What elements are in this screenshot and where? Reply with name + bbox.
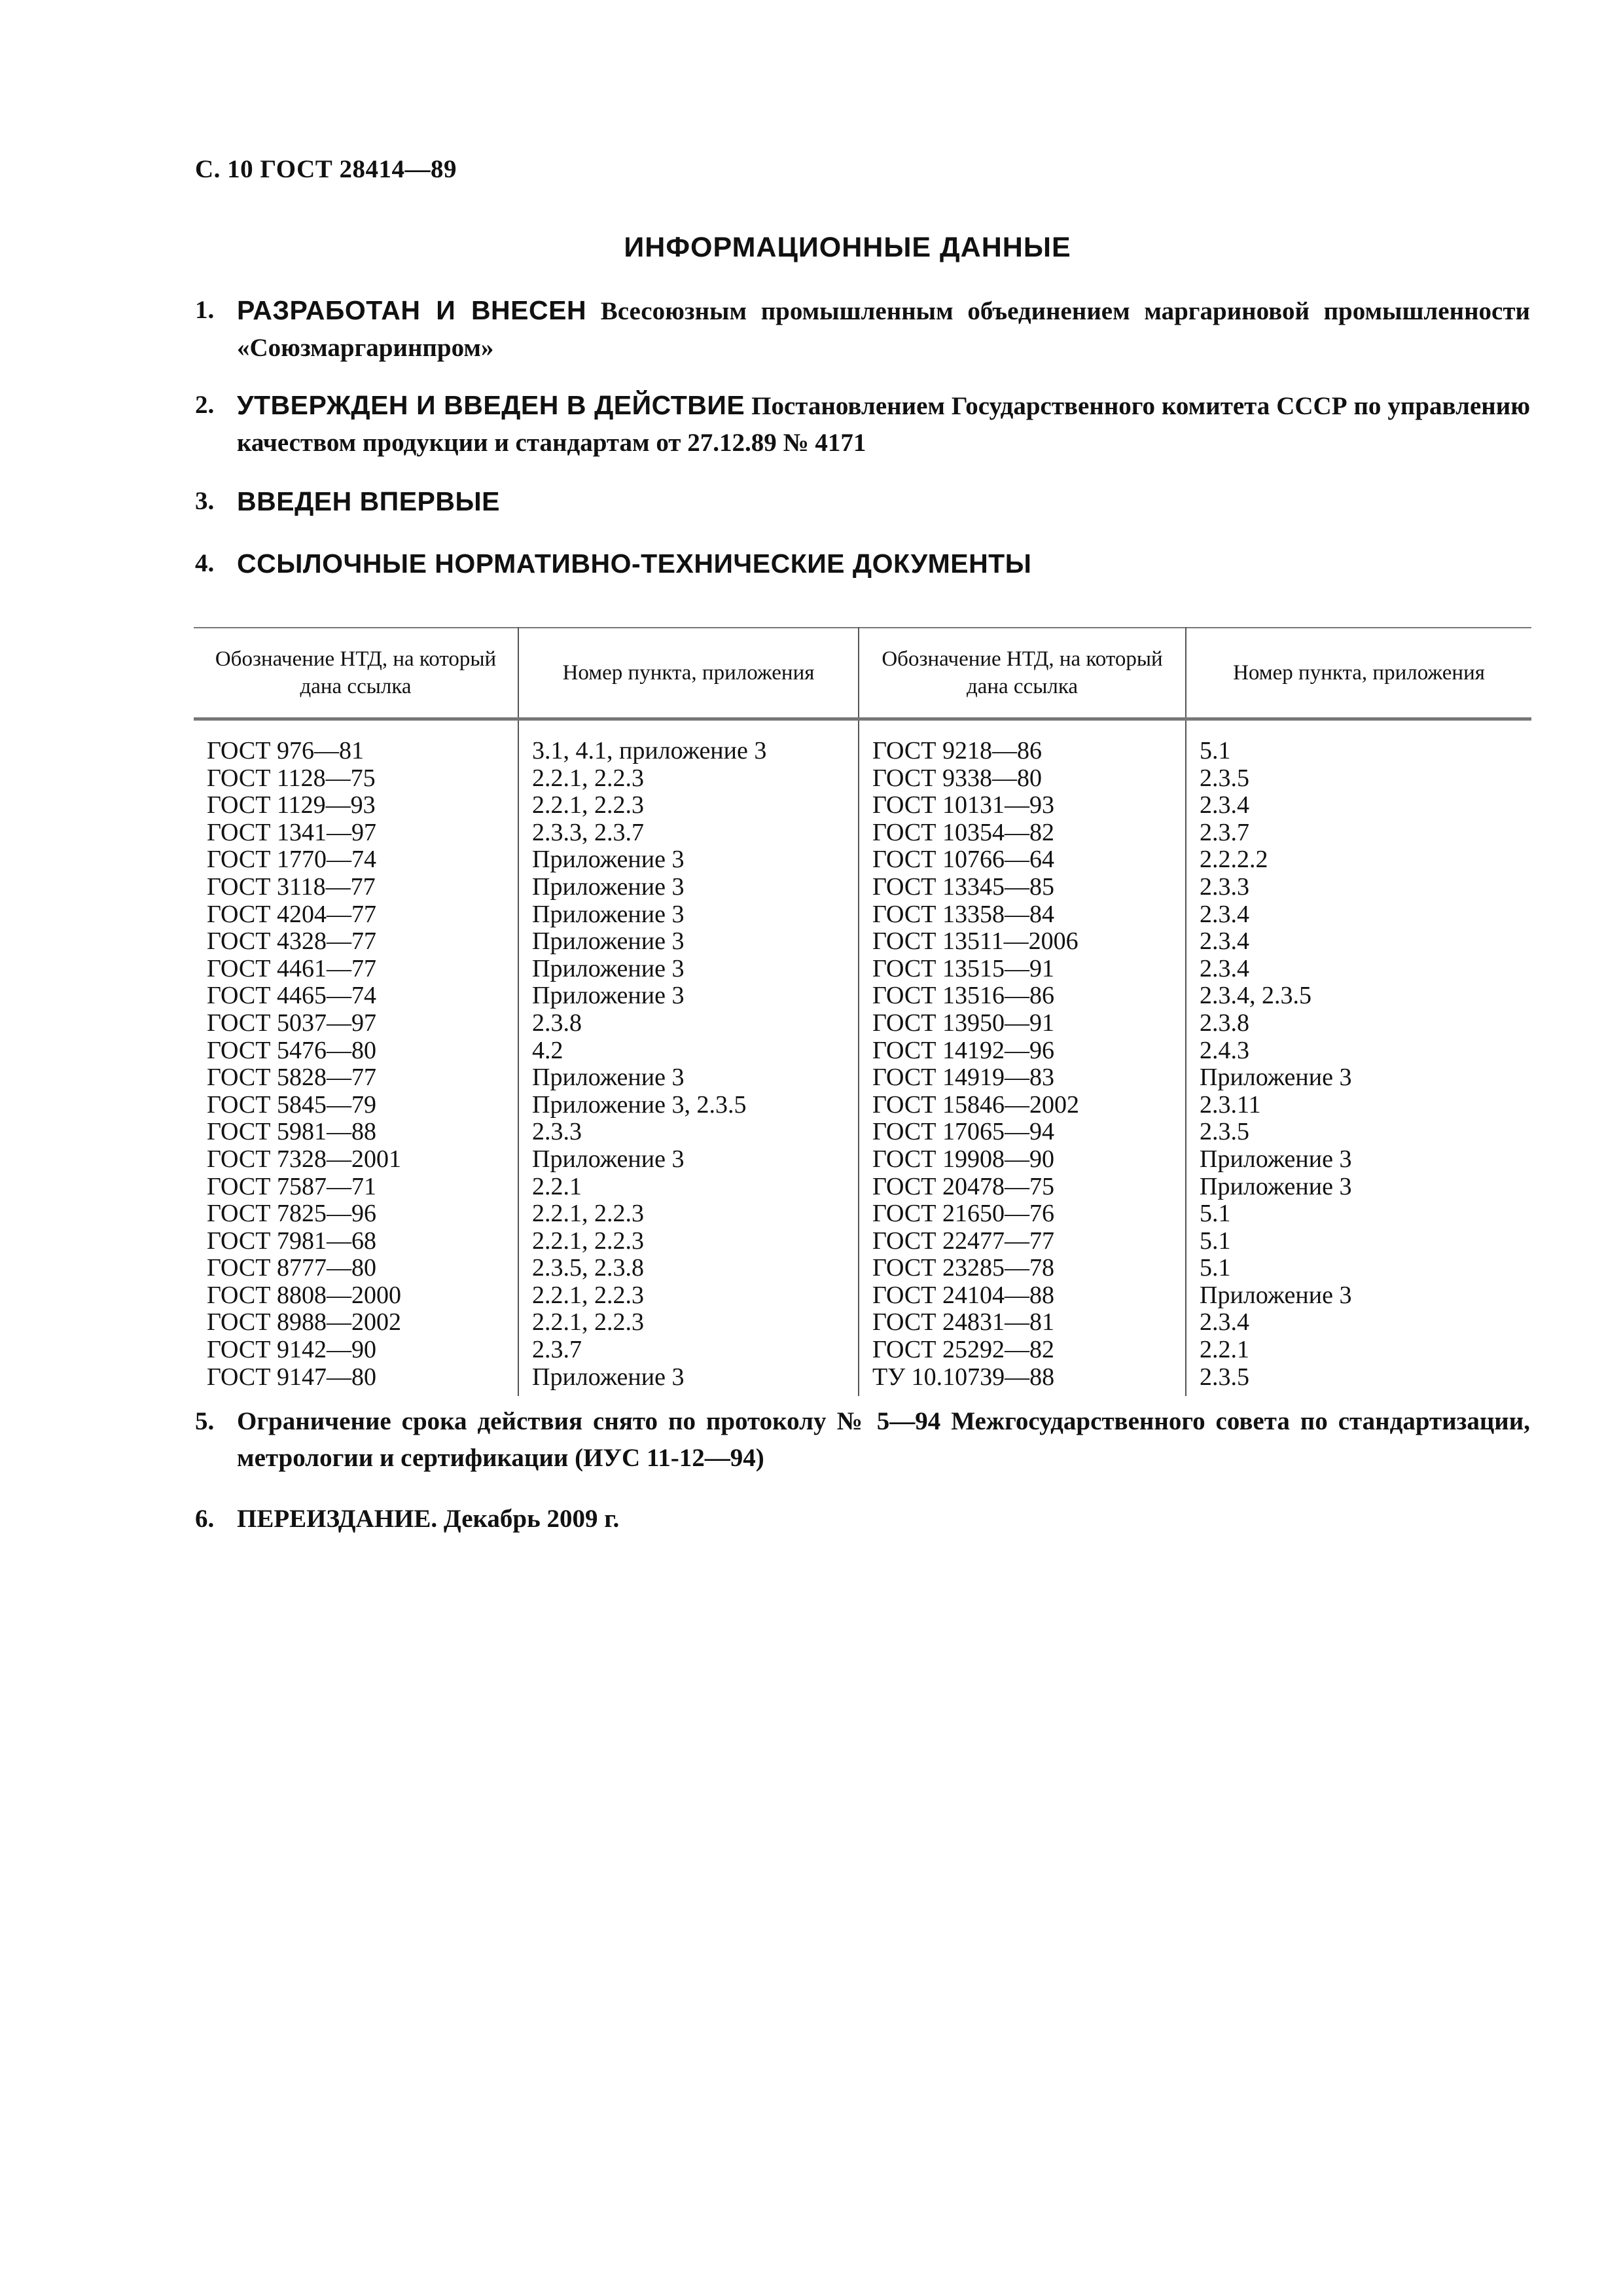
ntd-cell: ГОСТ 24104—88 xyxy=(859,1282,1186,1310)
header-clause: Номер пункта, приложения xyxy=(1186,628,1531,719)
item-text: ПЕРЕИЗДАНИЕ. Декабрь 2009 г. xyxy=(237,1505,620,1533)
ntd-cell: ГОСТ 24831—81 xyxy=(859,1309,1186,1336)
clause-cell: 5.1 xyxy=(1200,1254,1231,1282)
table-row xyxy=(194,819,1531,847)
ntd-cell: ГОСТ 8808—2000 xyxy=(194,1282,518,1310)
ntd-cell: ГОСТ 5845—79 xyxy=(194,1092,518,1119)
clause-cell: 2.3.11 xyxy=(1200,1090,1261,1119)
clause-cell: Приложение 3 xyxy=(518,1364,859,1397)
clause-cell: Приложение 3 xyxy=(518,982,859,1010)
ntd-cell: ГОСТ 4465—74 xyxy=(194,982,518,1010)
item-number: 1. xyxy=(195,296,215,324)
table-row xyxy=(194,1146,1531,1174)
ntd-cell: ГОСТ 7825—96 xyxy=(194,1200,518,1228)
clause-cell: Приложение 3 xyxy=(518,846,859,874)
ntd-cell: ГОСТ 3118—77 xyxy=(194,874,518,901)
ntd-cell: ГОСТ 9338—80 xyxy=(859,765,1186,793)
info-item-6 xyxy=(195,1501,1530,1537)
item-rest: Всесоюзным промышленным объединением маргариновой промышленности «Союзмаргаринпром» xyxy=(237,297,1530,362)
clause-cell: 2.2.1, 2.2.3 xyxy=(518,1200,859,1228)
ntd-cell: ГОСТ 1128—75 xyxy=(194,765,518,793)
table-row xyxy=(194,1064,1531,1092)
table-row xyxy=(194,874,1531,901)
clause-cell: 2.3.5 xyxy=(1200,764,1249,792)
item-number: 6. xyxy=(195,1505,215,1533)
ntd-cell: ГОСТ 7328—2001 xyxy=(194,1146,518,1174)
clause-cell: 2.3.8 xyxy=(1200,1009,1249,1037)
ntd-cell: ГОСТ 20478—75 xyxy=(859,1174,1186,1201)
ntd-cell: ГОСТ 4204—77 xyxy=(194,901,518,929)
clause-cell: 2.3.3 xyxy=(518,1119,859,1146)
ntd-cell: ГОСТ 10354—82 xyxy=(859,819,1186,847)
clause-cell: 2.2.2.2 xyxy=(1200,846,1268,874)
clause-cell: Приложение 3 xyxy=(1200,1172,1352,1200)
ntd-cell: ГОСТ 1341—97 xyxy=(194,819,518,847)
table-row xyxy=(194,1092,1531,1119)
clause-cell: 2.3.4, 2.3.5 xyxy=(1200,982,1311,1010)
item-lead: УТВЕРЖДЕН И ВВЕДЕН В ДЕЙСТВИЕ xyxy=(237,390,745,420)
info-item-4 xyxy=(195,545,1530,582)
header-ntd: Обозначение НТД, на который дана ссылка xyxy=(859,628,1186,719)
clause-cell: Приложение 3 xyxy=(518,1064,859,1092)
clause-cell: 5.1 xyxy=(1200,737,1231,764)
clause-cell: Приложение 3 xyxy=(518,956,859,983)
table-row xyxy=(194,1174,1531,1201)
ntd-cell: ГОСТ 10131—93 xyxy=(859,792,1186,819)
table-row xyxy=(194,1119,1531,1146)
ntd-cell: ГОСТ 5828—77 xyxy=(194,1064,518,1092)
item-text xyxy=(237,292,1530,367)
ntd-cell: ГОСТ 13358—84 xyxy=(859,901,1186,929)
clause-cell: 2.2.1, 2.2.3 xyxy=(518,1282,859,1310)
table-body xyxy=(194,719,1531,1397)
header-clause: Номер пункта, приложения xyxy=(518,628,859,719)
table-row xyxy=(194,1309,1531,1336)
clause-cell: 2.3.3 xyxy=(1200,872,1249,901)
table-row xyxy=(194,982,1531,1010)
ntd-cell: ГОСТ 15846—2002 xyxy=(859,1092,1186,1119)
clause-cell: Приложение 3 xyxy=(1200,1064,1352,1092)
info-item-2 xyxy=(195,387,1530,461)
ntd-cell: ГОСТ 5037—97 xyxy=(194,1010,518,1037)
clause-cell: 2.3.5 xyxy=(1200,1363,1249,1391)
ntd-cell: ГОСТ 5476—80 xyxy=(194,1037,518,1065)
item-number: 2. xyxy=(195,391,215,419)
ntd-cell: ГОСТ 1129—93 xyxy=(194,792,518,819)
clause-cell: 2.2.1, 2.2.3 xyxy=(518,1228,859,1255)
clause-cell: 2.4.3 xyxy=(1200,1036,1249,1064)
ntd-cell: ГОСТ 25292—82 xyxy=(859,1336,1186,1364)
ntd-cell: ГОСТ 21650—76 xyxy=(859,1200,1186,1228)
clause-cell: 2.3.8 xyxy=(518,1010,859,1037)
item-number: 3. xyxy=(195,487,215,515)
item-number: 5. xyxy=(195,1407,215,1435)
table-row xyxy=(194,846,1531,874)
ntd-cell: ГОСТ 1770—74 xyxy=(194,846,518,874)
clause-cell: Приложение 3 xyxy=(518,901,859,929)
item-text: Ограничение срока действия снято по протоколу № 5—94 Межгосударственного совета по стандартизации, метрологии и сертификации (ИУС 11-12—94) xyxy=(237,1407,1530,1472)
ntd-cell: ГОСТ 17065—94 xyxy=(859,1119,1186,1146)
clause-cell: 2.3.4 xyxy=(1200,791,1249,819)
ntd-cell: ГОСТ 13516—86 xyxy=(859,982,1186,1010)
ntd-cell: ГОСТ 13345—85 xyxy=(859,874,1186,901)
table-row xyxy=(194,719,1531,765)
item-rest: Постановлением Государственного комитета СССР по управлению качеством продукции и стандартам от 27.12.89 № 4171 xyxy=(237,392,1531,457)
item-text: ССЫЛОЧНЫЕ НОРМАТИВНО-ТЕХНИЧЕСКИЕ ДОКУМЕНТЫ xyxy=(237,548,1032,579)
ntd-cell: ГОСТ 13515—91 xyxy=(859,956,1186,983)
clause-cell: 2.2.1 xyxy=(518,1174,859,1201)
clause-cell: 2.2.1, 2.2.3 xyxy=(518,765,859,793)
header-ntd: Обозначение НТД, на который дана ссылка xyxy=(194,628,518,719)
clause-cell: 2.3.4 xyxy=(1200,1308,1249,1336)
ntd-cell: ГОСТ 8777—80 xyxy=(194,1255,518,1282)
table-row xyxy=(194,956,1531,983)
ntd-cell: ГОСТ 19908—90 xyxy=(859,1146,1186,1174)
table-row xyxy=(194,1255,1531,1282)
clause-cell: 2.2.1, 2.2.3 xyxy=(518,1309,859,1336)
clause-cell: 5.1 xyxy=(1200,1200,1231,1228)
item-text: ВВЕДЕН ВПЕРВЫЕ xyxy=(237,486,500,516)
table-row xyxy=(194,1037,1531,1065)
ntd-cell: ГОСТ 7587—71 xyxy=(194,1174,518,1201)
ntd-cell: ГОСТ 4328—77 xyxy=(194,928,518,956)
page-header: С. 10 ГОСТ 28414—89 xyxy=(195,155,457,183)
clause-cell: 2.3.7 xyxy=(1200,818,1249,846)
ntd-cell: ГОСТ 5981—88 xyxy=(194,1119,518,1146)
reference-documents-table xyxy=(194,627,1531,1396)
clause-cell: 5.1 xyxy=(1200,1227,1231,1255)
clause-cell: Приложение 3 xyxy=(518,928,859,956)
item-text xyxy=(237,387,1530,461)
clause-cell: 2.3.7 xyxy=(518,1336,859,1364)
ntd-cell: ГОСТ 13511—2006 xyxy=(859,928,1186,956)
table-row xyxy=(194,1282,1531,1310)
clause-cell: 2.2.1, 2.2.3 xyxy=(518,792,859,819)
ntd-cell: ГОСТ 9142—90 xyxy=(194,1336,518,1364)
table-row xyxy=(194,1228,1531,1255)
clause-cell: Приложение 3 xyxy=(518,874,859,901)
ntd-cell: ГОСТ 14919—83 xyxy=(859,1064,1186,1092)
ntd-cell: ГОСТ 9147—80 xyxy=(194,1364,518,1397)
clause-cell: 2.2.1 xyxy=(1200,1336,1249,1364)
ntd-cell: ГОСТ 23285—78 xyxy=(859,1255,1186,1282)
ntd-cell: ГОСТ 8988—2002 xyxy=(194,1309,518,1336)
clause-cell: 2.3.3, 2.3.7 xyxy=(518,819,859,847)
table-row xyxy=(194,901,1531,929)
ntd-cell: ГОСТ 7981—68 xyxy=(194,1228,518,1255)
ntd-cell: ГОСТ 976—81 xyxy=(194,719,518,765)
clause-cell: 2.3.5, 2.3.8 xyxy=(518,1255,859,1282)
ntd-cell: ГОСТ 13950—91 xyxy=(859,1010,1186,1037)
clause-cell: Приложение 3 xyxy=(1200,1145,1352,1173)
clause-cell: 2.3.4 xyxy=(1200,954,1249,982)
info-item-5 xyxy=(195,1403,1530,1477)
ntd-cell: ГОСТ 9218—86 xyxy=(859,719,1186,765)
table-row xyxy=(194,765,1531,793)
table-row xyxy=(194,928,1531,956)
clause-cell: 2.3.5 xyxy=(1200,1118,1249,1146)
ntd-cell: ГОСТ 14192—96 xyxy=(859,1037,1186,1065)
info-item-3 xyxy=(195,483,1530,520)
clause-cell: Приложение 3 xyxy=(518,1146,859,1174)
ntd-cell: ТУ 10.10739—88 xyxy=(859,1364,1186,1397)
ntd-cell: ГОСТ 22477—77 xyxy=(859,1228,1186,1255)
item-number: 4. xyxy=(195,549,215,577)
table-row xyxy=(194,1336,1531,1364)
info-item-1 xyxy=(195,292,1530,367)
table-row xyxy=(194,1364,1531,1397)
item-lead: РАЗРАБОТАН И ВНЕСЕН xyxy=(237,295,587,325)
clause-cell: Приложение 3, 2.3.5 xyxy=(518,1092,859,1119)
ntd-cell: ГОСТ 10766—64 xyxy=(859,846,1186,874)
clause-cell: 2.3.4 xyxy=(1200,900,1249,928)
section-title: ИНФОРМАЦИОННЫЕ ДАННЫЕ xyxy=(624,232,1071,263)
clause-cell: 2.3.4 xyxy=(1200,927,1249,956)
table-row xyxy=(194,1010,1531,1037)
clause-cell: Приложение 3 xyxy=(1200,1281,1352,1309)
clause-cell: 3.1, 4.1, приложение 3 xyxy=(518,719,859,765)
clause-cell: 4.2 xyxy=(518,1037,859,1065)
table-row xyxy=(194,792,1531,819)
table-row xyxy=(194,1200,1531,1228)
ntd-cell: ГОСТ 4461—77 xyxy=(194,956,518,983)
table-header-row xyxy=(194,628,1531,719)
